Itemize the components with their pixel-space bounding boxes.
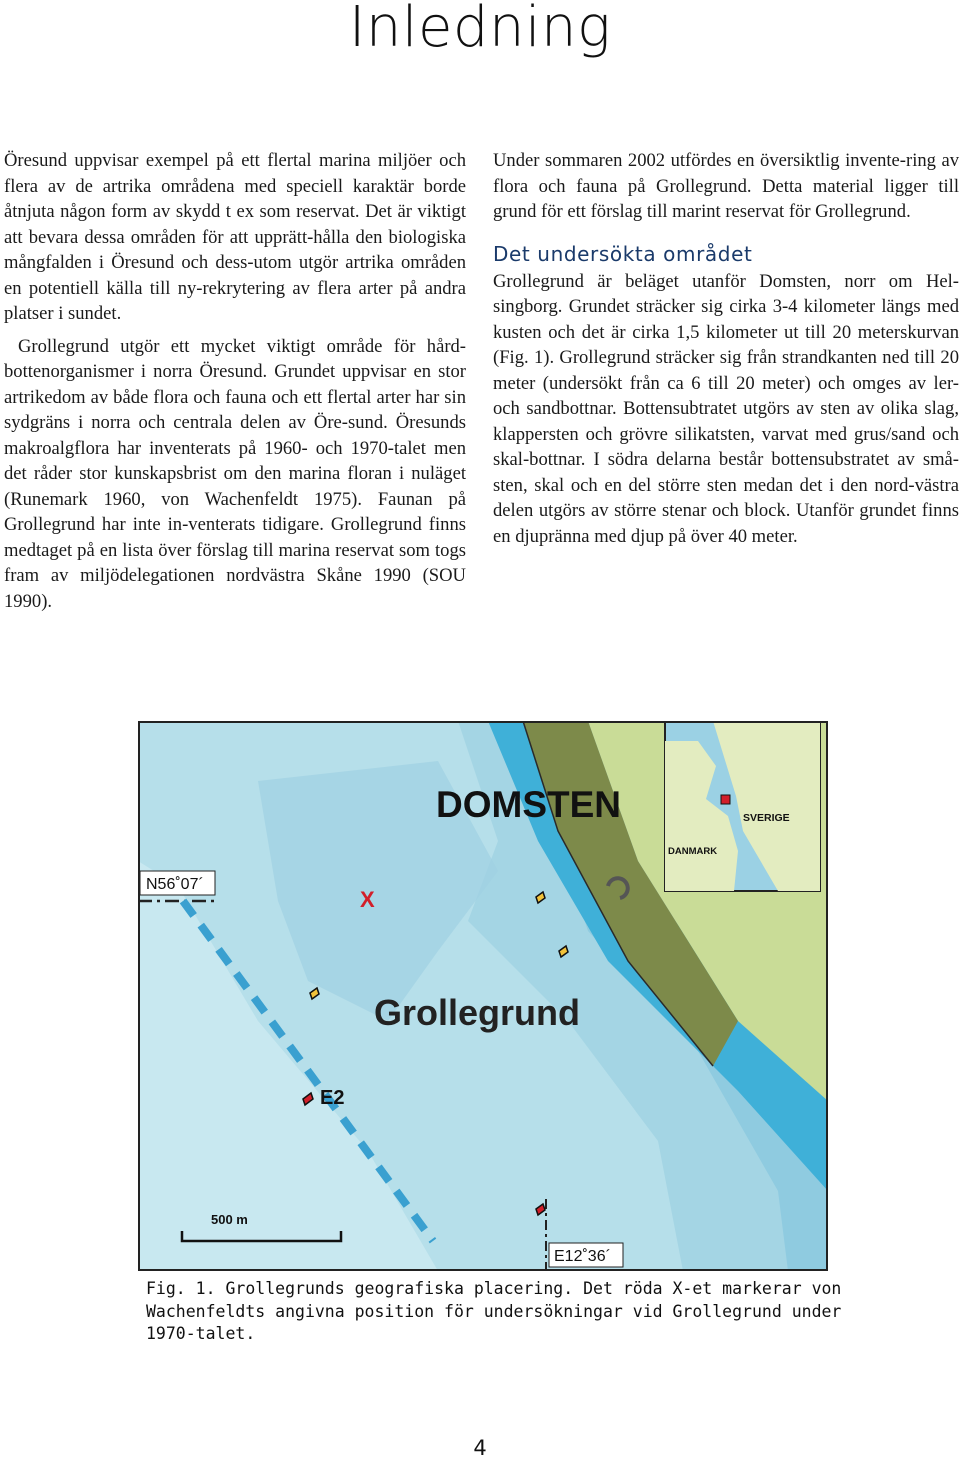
map-red-x-marker: X bbox=[360, 887, 375, 912]
lon-label: E12˚36´ bbox=[554, 1248, 611, 1265]
right-paragraph-1: Under sommaren 2002 utfördes en översiktlig invente-ring av flora och fauna på Grollegrund. Detta material ligger till grund för ett förslag till marint reservat för Grollegrund. bbox=[493, 150, 959, 222]
scale-label: 500 m bbox=[211, 1212, 248, 1227]
inset-domsten-marker bbox=[721, 795, 730, 804]
left-paragraph-1: Öresund uppvisar exempel på ett flertal marina miljöer och flera av de artrika områdena med speciell karaktär borde åtnjuta någon form av skydd t ex som reservat. Det är viktigt att bevara dessa områden för att upprätt-hålla den biologiska mångfalden i Öresund och dess-utom utgör artrika områden en potentiell källa till ny-rekrytering av flera arter på andra platser i sundet. bbox=[4, 150, 466, 324]
map-label-domsten: DOMSTEN bbox=[436, 784, 621, 825]
map-label-grollegrund: Grollegrund bbox=[374, 992, 580, 1033]
inset-map bbox=[665, 721, 820, 891]
e2-label: E2 bbox=[320, 1087, 345, 1109]
left-column bbox=[4, 148, 466, 614]
inset-label-sverige: SVERIGE bbox=[743, 812, 790, 824]
map-figure bbox=[138, 721, 828, 1271]
page-title: Inledning bbox=[348, 0, 612, 60]
section-heading: Det undersökta området bbox=[493, 241, 753, 266]
figure-caption: Fig. 1. Grollegrunds geografiska placering. Det röda X-et markerar von Wachenfeldts angivna position för undersökningar vid Grollegrund under 1970-talet. bbox=[146, 1279, 842, 1343]
right-column bbox=[493, 148, 959, 549]
left-paragraph-2: Grollegrund utgör ett mycket viktigt område för hård-bottenorganismer i norra Öresund. Grundet uppvisar en stor artrikedom av både flora och fauna och ett flertal arter har sin sydgräns i norra och centrala delen av Öre-sund. Öresunds makroalgflora har inventerats på 1960- och 1970-talet men det råder stor kunskapsbrist om den marina floran i nuläget (Runemark 1960, von Wachenfeldt 1975). Faunan på Grollegrund har inte in-venterats tidigare. Grollegrund finns medtaget på en lista över förslag till marina reservat som togs fram av miljödelegationen nordvästra Skåne 1990 (SOU 1990). bbox=[4, 335, 466, 612]
right-paragraph-2: Grollegrund är beläget utanför Domsten, norr om Hel-singborg. Grundet sträcker sig cirka 3-4 kilometer längs med kusten och det är cirka 1,5 kilometer ut till 20 meterskurvan (Fig. 1). Grollegrund sträcker sig från strandkanten ned till 20 meter (undersökt från ca 6 till 20 meter) och omges av ler- och sandbottnar. Bottensubtratet utgörs av sten av olika slag, klappersten och grövre silikatsten, varvat med grus/sand och skal-bottnar. I södra delarna består bottensubstratet av små-sten, skal och en del större sten medan det i den nord-västra delen utgörs av större stenar och block. Utanför grundet finns en djupränna med djup på över 40 meter. bbox=[493, 270, 959, 547]
lat-label: N56˚07´ bbox=[146, 876, 204, 893]
page-number: 4 bbox=[473, 1436, 487, 1460]
inset-label-danmark: DANMARK bbox=[668, 846, 718, 857]
